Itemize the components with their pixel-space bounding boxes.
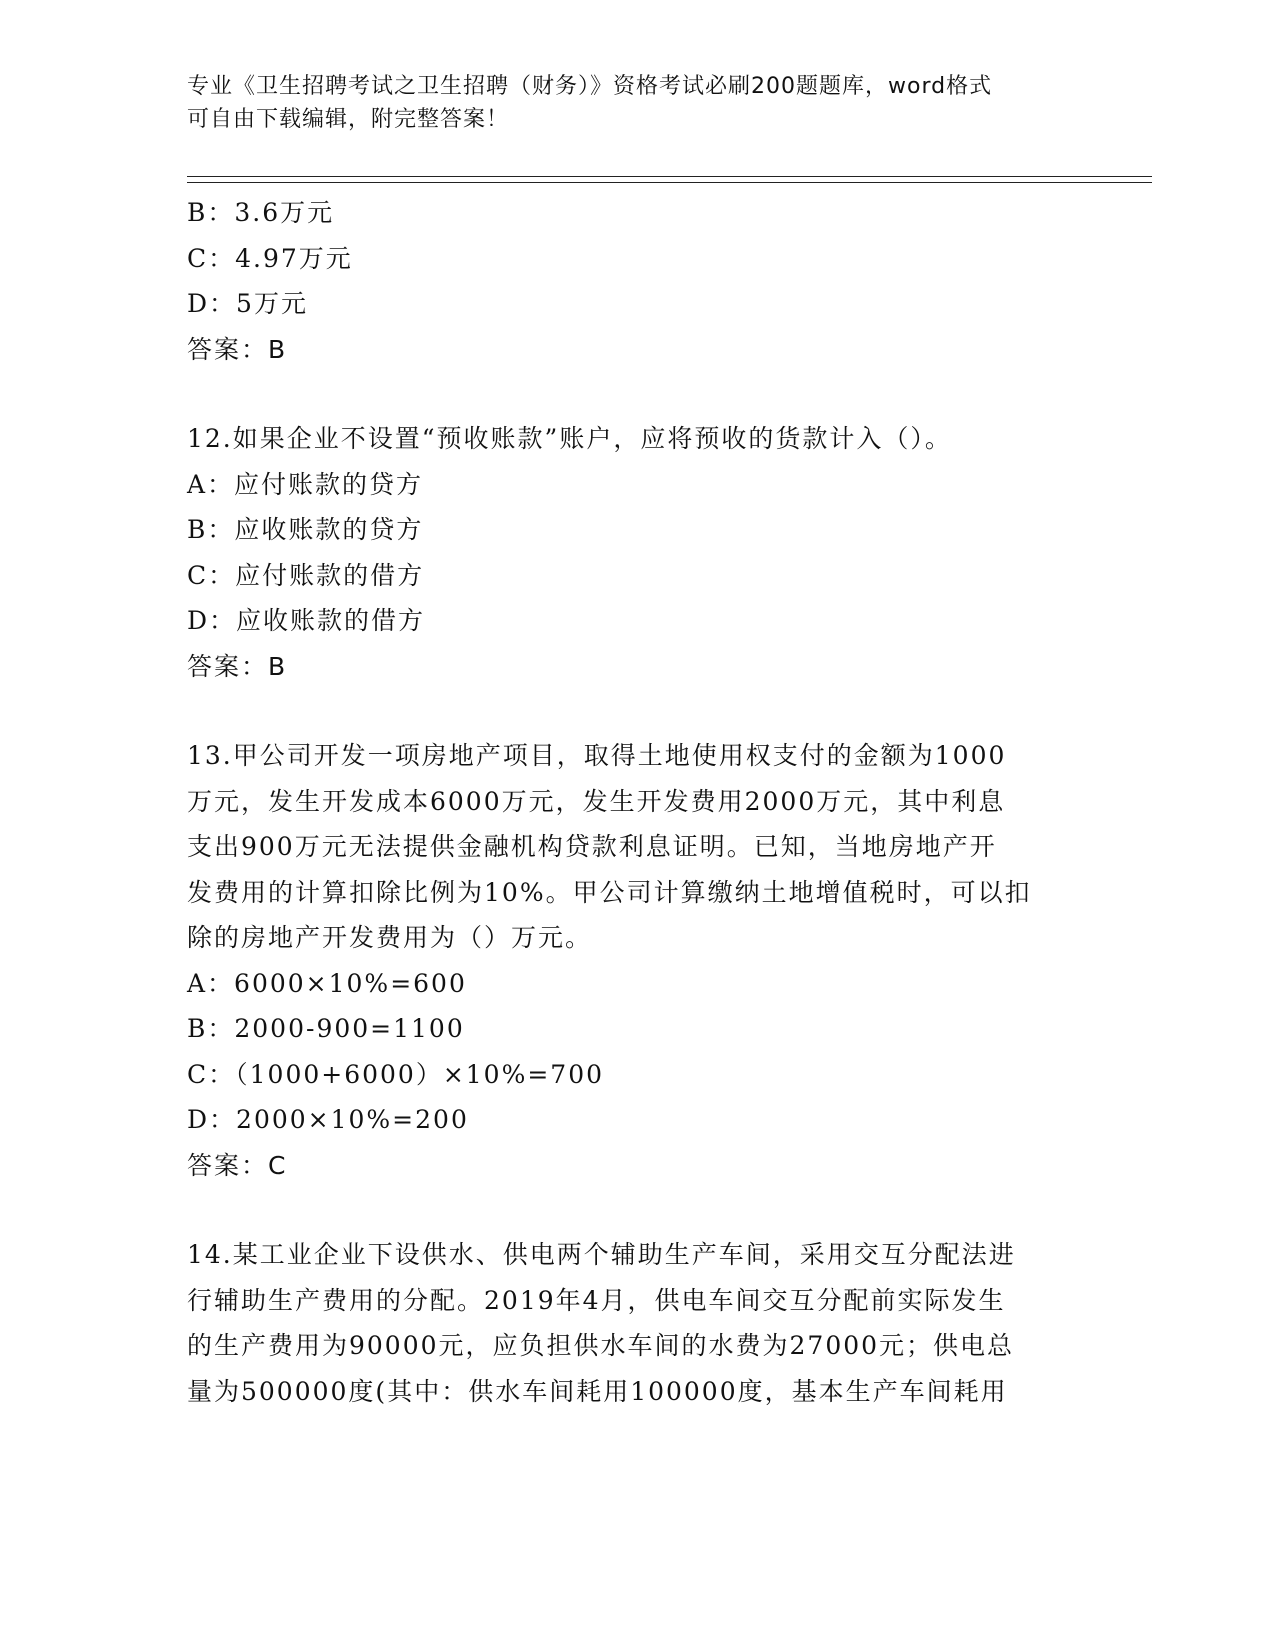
question-stem-line: 的生产费用为90000元，应负担供水车间的水费为27000元；供电总 bbox=[187, 1331, 1015, 1360]
option-b: B：应收账款的贷方 bbox=[187, 515, 424, 544]
option-c: C：应付账款的借方 bbox=[187, 560, 425, 590]
option-d: D：应收账款的借方 bbox=[187, 606, 426, 635]
option-a: A：6000×10%=600 bbox=[187, 968, 467, 998]
question-stem-line: 量为500000度(其中：供水车间耗用100000度，基本生产车间耗用 bbox=[187, 1376, 1008, 1406]
question-content bbox=[187, 190, 1087, 1414]
option-a: A：应付账款的贷方 bbox=[187, 469, 424, 499]
option-c: C：（1000+6000）×10%=700 bbox=[187, 1059, 605, 1089]
question-stem-line: 12.如果企业不设置“预收账款”账户，应将预收的货款计入（）。 bbox=[187, 424, 952, 453]
option-b: B：3.6万元 bbox=[187, 198, 335, 227]
question-14-block bbox=[187, 1232, 1087, 1414]
question-stem-line: 行辅助生产费用的分配。2019年4月，供电车间交互分配前实际发生 bbox=[187, 1285, 1006, 1315]
question-stem-line: 万元，发生开发成本6000万元，发生开发费用2000万元，其中利息 bbox=[187, 786, 1006, 816]
question-13-block bbox=[187, 733, 1087, 1188]
answer-line: 答案：C bbox=[187, 1150, 288, 1180]
option-d: D：5万元 bbox=[187, 289, 308, 318]
header-title-line-2: 可自由下载编辑，附完整答案！ bbox=[187, 107, 510, 132]
page-header bbox=[187, 70, 1067, 136]
prev-question-block bbox=[187, 190, 1087, 372]
option-b: B：2000-900=1100 bbox=[187, 1014, 465, 1043]
answer-line: 答案：B bbox=[187, 334, 288, 364]
spacer bbox=[187, 372, 1087, 416]
option-c: C：4.97万元 bbox=[187, 243, 353, 273]
question-stem-line: 14.某工业企业下设供水、供电两个辅助生产车间，采用交互分配法进 bbox=[187, 1240, 1016, 1269]
question-stem-line: 支出900万元无法提供金融机构贷款利息证明。已知，当地房地产开 bbox=[187, 832, 997, 861]
spacer bbox=[187, 689, 1087, 733]
question-12-block bbox=[187, 416, 1087, 689]
question-stem-line: 除的房地产开发费用为（）万元。 bbox=[187, 923, 593, 952]
header-title-line-1: 专业《卫生招聘考试之卫生招聘（财务）》资格考试必刷200题题库，word格式 bbox=[187, 74, 993, 99]
question-stem-line: 13.甲公司开发一项房地产项目，取得土地使用权支付的金额为1000 bbox=[187, 741, 1007, 770]
spacer bbox=[187, 1188, 1087, 1232]
header-double-rule bbox=[187, 176, 1152, 183]
option-d: D：2000×10%=200 bbox=[187, 1105, 469, 1134]
question-stem-line: 发费用的计算扣除比例为10%。甲公司计算缴纳土地增值税时，可以扣 bbox=[187, 877, 1032, 907]
answer-line: 答案：B bbox=[187, 651, 288, 681]
